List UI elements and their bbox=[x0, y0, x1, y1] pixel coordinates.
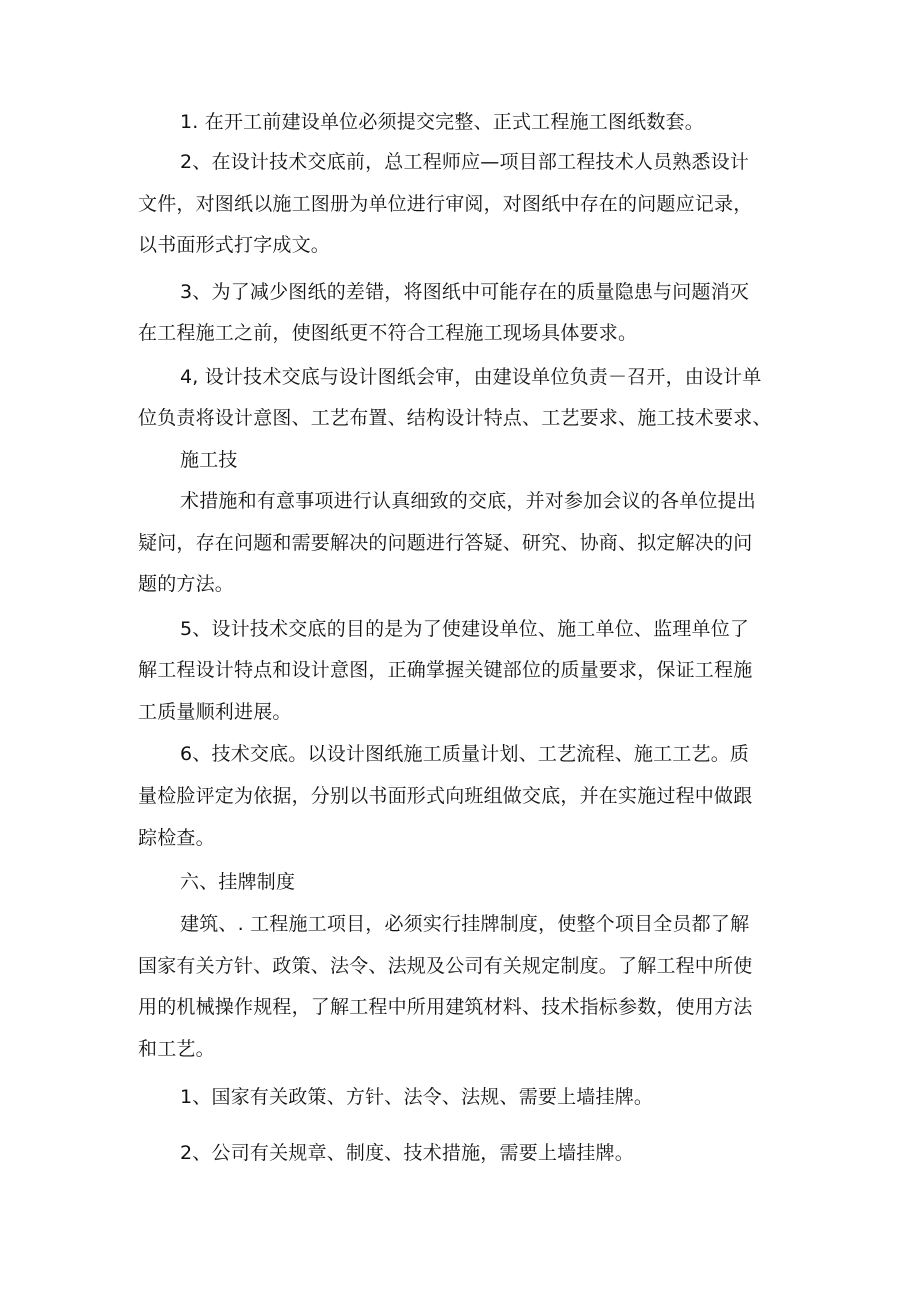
text-line: 国家有关方针、政策、法令、法规及公司有关规定制度。了解工程中所使 bbox=[138, 955, 753, 977]
text-line: 2、公司有关规章、制度、技术措施，需要上墙挂牌。 bbox=[180, 1142, 634, 1164]
section-heading: 六、挂牌制度 bbox=[180, 871, 296, 893]
text-line: 3、为了减少图纸的差错，将图纸中可能存在的质量隐患与问题消灭 bbox=[180, 281, 750, 303]
text-line: 1、国家有关政策、方针、法令、法规、需要上墙挂牌。 bbox=[180, 1086, 654, 1108]
text-line: 以书面形式打字成文。 bbox=[138, 234, 331, 256]
text-line: 6、技术交底。以设计图纸施工质量计划、工艺流程、施工工艺。质 bbox=[180, 743, 750, 765]
text-line: 题的方法。 bbox=[138, 573, 235, 595]
text-line: 和工艺。 bbox=[138, 1038, 215, 1060]
text-line: 踪检查。 bbox=[138, 827, 215, 849]
text-line: 在工程施工之前，使图纸更不符合工程施工现场具体要求。 bbox=[138, 322, 638, 344]
text-line: 施工技 bbox=[180, 449, 238, 471]
text-line: 用的机械操作规程，了解工程中所用建筑材料、技术指标参数，使用方法 bbox=[138, 996, 753, 1018]
text-line: 5、设计技术交底的目的是为了使建设单位、施工单位、监理单位了 bbox=[180, 618, 750, 640]
text-line: 2、在设计技术交底前，总工程师应—项目部工程技术人员熟悉设计 bbox=[180, 151, 750, 173]
text-line: 工质量顺利进展。 bbox=[138, 701, 292, 723]
text-line: 量检脸评定为依据，分别以书面形式向班组做交底，并在实施过程中做跟 bbox=[138, 785, 753, 807]
text-line: 术措施和有意事项进行认真细致的交底，并对参加会议的各单位提出 bbox=[180, 490, 757, 512]
text-line: 位负责将设计意图、工艺布置、结构设计特点、工艺要求、施工技术要求、 bbox=[138, 407, 772, 429]
text-line: 建筑、. 工程施工项目，必须实行挂牌制度，使整个项目全员都了解 bbox=[180, 913, 750, 935]
text-line: 文件，对图纸以施工图册为单位进行审阅，对图纸中存在的问题应记录， bbox=[138, 193, 753, 215]
text-line: 1. 在开工前建设单位必须提交完整、正式工程施工图纸数套。 bbox=[180, 111, 704, 133]
text-line: 解工程设计特点和设计意图，正确掌握关键部位的质量要求，保证工程施 bbox=[138, 659, 753, 681]
text-line: 疑问，存在问题和需要解决的问题进行答疑、研究、协商、拟定解决的问 bbox=[138, 532, 753, 554]
text-line: 4, 设计技术交底与设计图纸会审，由建设单位负责－召开，由设计单 bbox=[180, 366, 762, 388]
